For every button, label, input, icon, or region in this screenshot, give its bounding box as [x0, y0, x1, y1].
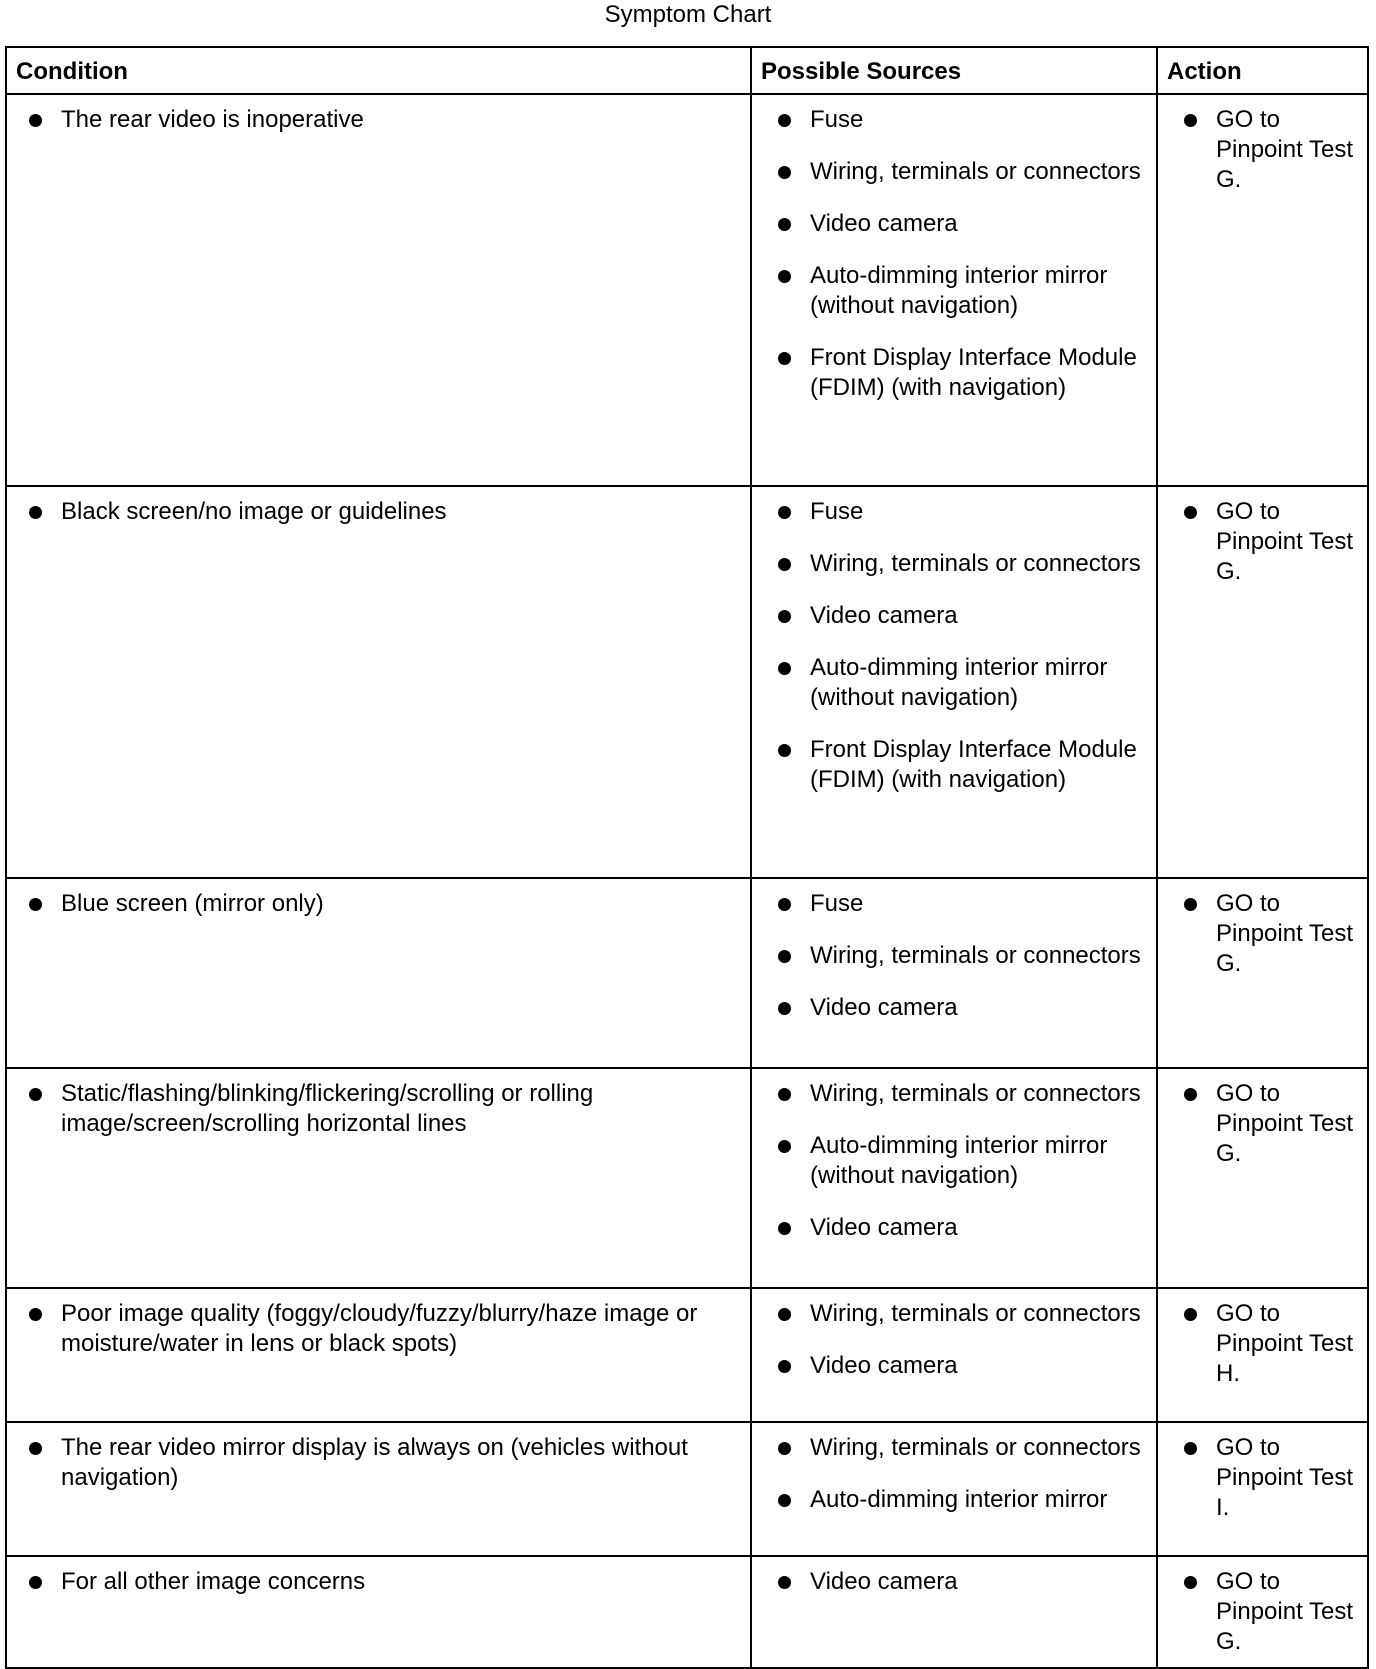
bullet-icon	[1184, 1442, 1197, 1455]
source-item-text: Wiring, terminals or connectors	[810, 942, 1141, 969]
condition-item-text: For all other image concerns	[61, 1568, 366, 1595]
bullet-icon	[778, 1140, 791, 1153]
bullet-icon	[778, 950, 791, 963]
source-item	[776, 1079, 1148, 1109]
condition-cell	[6, 1068, 751, 1288]
bullet-icon	[778, 898, 791, 911]
condition-item-text: Poor image quality (foggy/cloudy/fuzzy/blurry/haze image or moisture/water in lens or black spots)	[61, 1300, 698, 1357]
source-item	[776, 941, 1148, 971]
bullet-icon	[29, 898, 42, 911]
condition-item	[27, 889, 742, 919]
source-item	[776, 1351, 1148, 1381]
table-row	[6, 1556, 1368, 1668]
sources-cell	[751, 486, 1157, 878]
source-item-text: Fuse	[810, 498, 864, 525]
source-item-text: Wiring, terminals or connectors	[810, 158, 1141, 185]
chart-title: Symptom Chart	[604, 1, 772, 28]
source-item-text: Front Display Interface Module (FDIM) (with navigation)	[810, 736, 1137, 793]
table-row	[6, 1288, 1368, 1422]
source-item	[776, 261, 1148, 321]
action-cell	[1157, 878, 1368, 1068]
symptom-table	[5, 46, 1369, 1669]
action-item-text: GO to Pinpoint Test G.	[1216, 1568, 1353, 1655]
condition-item	[27, 1079, 742, 1139]
bullet-icon	[778, 1442, 791, 1455]
bullet-icon	[778, 1088, 791, 1101]
bullet-icon	[1184, 506, 1197, 519]
bullet-icon	[29, 114, 42, 127]
bullet-icon	[1184, 114, 1197, 127]
condition-item	[27, 497, 742, 527]
bullet-icon	[778, 1494, 791, 1507]
action-item-text: GO to Pinpoint Test H.	[1216, 1300, 1353, 1387]
action-item-text: GO to Pinpoint Test G.	[1216, 106, 1353, 193]
bullet-icon	[778, 114, 791, 127]
source-item	[776, 889, 1148, 919]
bullet-icon	[29, 1308, 42, 1321]
condition-item-text: Black screen/no image or guidelines	[61, 498, 447, 525]
header-condition: Condition	[6, 47, 751, 94]
bullet-icon	[778, 1360, 791, 1373]
action-cell	[1157, 1288, 1368, 1422]
source-item-text: Auto-dimming interior mirror (without navigation)	[810, 654, 1108, 711]
source-item	[776, 105, 1148, 135]
sources-cell	[751, 1288, 1157, 1422]
condition-item-text: The rear video is inoperative	[61, 106, 364, 133]
condition-item	[27, 1433, 742, 1493]
source-item	[776, 653, 1148, 713]
source-item-text: Wiring, terminals or connectors	[810, 1300, 1141, 1327]
source-item-text: Video camera	[810, 1352, 958, 1379]
bullet-icon	[778, 662, 791, 675]
bullet-icon	[778, 506, 791, 519]
source-item	[776, 1567, 1148, 1597]
action-cell	[1157, 1556, 1368, 1668]
source-item-text: Auto-dimming interior mirror	[810, 1486, 1108, 1513]
source-item-text: Video camera	[810, 210, 958, 237]
condition-item	[27, 105, 742, 135]
source-item	[776, 1485, 1148, 1515]
action-item	[1182, 1433, 1361, 1523]
source-item	[776, 735, 1148, 795]
action-item-text: GO to Pinpoint Test G.	[1216, 1080, 1353, 1167]
action-item	[1182, 1079, 1361, 1169]
bullet-icon	[778, 558, 791, 571]
source-item-text: Auto-dimming interior mirror (without navigation)	[810, 262, 1108, 319]
bullet-icon	[1184, 1088, 1197, 1101]
table-row	[6, 94, 1368, 486]
condition-item	[27, 1567, 742, 1597]
condition-cell	[6, 1288, 751, 1422]
bullet-icon	[29, 1442, 42, 1455]
source-item-text: Wiring, terminals or connectors	[810, 550, 1141, 577]
source-item-text: Front Display Interface Module (FDIM) (with navigation)	[810, 344, 1137, 401]
source-item-text: Video camera	[810, 994, 958, 1021]
bullet-icon	[1184, 1308, 1197, 1321]
condition-cell	[6, 94, 751, 486]
action-item	[1182, 497, 1361, 587]
header-possible-sources: Possible Sources	[751, 47, 1157, 94]
action-item	[1182, 105, 1361, 195]
action-item-text: GO to Pinpoint Test G.	[1216, 498, 1353, 585]
condition-item-text: Blue screen (mirror only)	[61, 890, 324, 917]
source-item	[776, 1433, 1148, 1463]
sources-cell	[751, 878, 1157, 1068]
source-item-text: Auto-dimming interior mirror (without navigation)	[810, 1132, 1108, 1189]
bullet-icon	[778, 1222, 791, 1235]
table-row	[6, 878, 1368, 1068]
source-item-text: Video camera	[810, 602, 958, 629]
source-item-text: Video camera	[810, 1568, 958, 1595]
source-item-text: Fuse	[810, 106, 864, 133]
source-item	[776, 157, 1148, 187]
bullet-icon	[29, 506, 42, 519]
table-row	[6, 1422, 1368, 1556]
bullet-icon	[778, 1308, 791, 1321]
action-cell	[1157, 1422, 1368, 1556]
bullet-icon	[29, 1088, 42, 1101]
source-item	[776, 601, 1148, 631]
action-cell	[1157, 1068, 1368, 1288]
bullet-icon	[778, 218, 791, 231]
source-item	[776, 1299, 1148, 1329]
bullet-icon	[778, 166, 791, 179]
condition-cell	[6, 878, 751, 1068]
action-item	[1182, 1299, 1361, 1389]
table-row	[6, 486, 1368, 878]
bullet-icon	[778, 352, 791, 365]
bullet-icon	[29, 1576, 42, 1589]
action-cell	[1157, 486, 1368, 878]
bullet-icon	[778, 1576, 791, 1589]
condition-cell	[6, 1422, 751, 1556]
source-item-text: Wiring, terminals or connectors	[810, 1080, 1141, 1107]
sources-cell	[751, 1556, 1157, 1668]
bullet-icon	[1184, 898, 1197, 911]
bullet-icon	[778, 270, 791, 283]
source-item	[776, 549, 1148, 579]
source-item	[776, 1131, 1148, 1191]
source-item	[776, 497, 1148, 527]
source-item	[776, 1213, 1148, 1243]
source-item-text: Fuse	[810, 890, 864, 917]
condition-cell	[6, 1556, 751, 1668]
source-item-text: Video camera	[810, 1214, 958, 1241]
condition-item	[27, 1299, 742, 1359]
header-action: Action	[1157, 47, 1368, 94]
action-item-text: GO to Pinpoint Test G.	[1216, 890, 1353, 977]
action-item	[1182, 1567, 1361, 1657]
action-cell	[1157, 94, 1368, 486]
bullet-icon	[1184, 1576, 1197, 1589]
sources-cell	[751, 94, 1157, 486]
condition-item-text: Static/flashing/blinking/flickering/scrolling or rolling image/screen/scrolling horizontal lines	[61, 1080, 594, 1137]
bullet-icon	[778, 610, 791, 623]
sources-cell	[751, 1422, 1157, 1556]
bullet-icon	[778, 1002, 791, 1015]
header-row	[6, 47, 1368, 94]
table-row	[6, 1068, 1368, 1288]
condition-item-text: The rear video mirror display is always on (vehicles without navigation)	[61, 1434, 688, 1491]
source-item	[776, 209, 1148, 239]
action-item	[1182, 889, 1361, 979]
sources-cell	[751, 1068, 1157, 1288]
bullet-icon	[778, 744, 791, 757]
condition-cell	[6, 486, 751, 878]
source-item	[776, 343, 1148, 403]
action-item-text: GO to Pinpoint Test I.	[1216, 1434, 1353, 1521]
table-body	[6, 94, 1368, 1668]
source-item-text: Wiring, terminals or connectors	[810, 1434, 1141, 1461]
source-item	[776, 993, 1148, 1023]
